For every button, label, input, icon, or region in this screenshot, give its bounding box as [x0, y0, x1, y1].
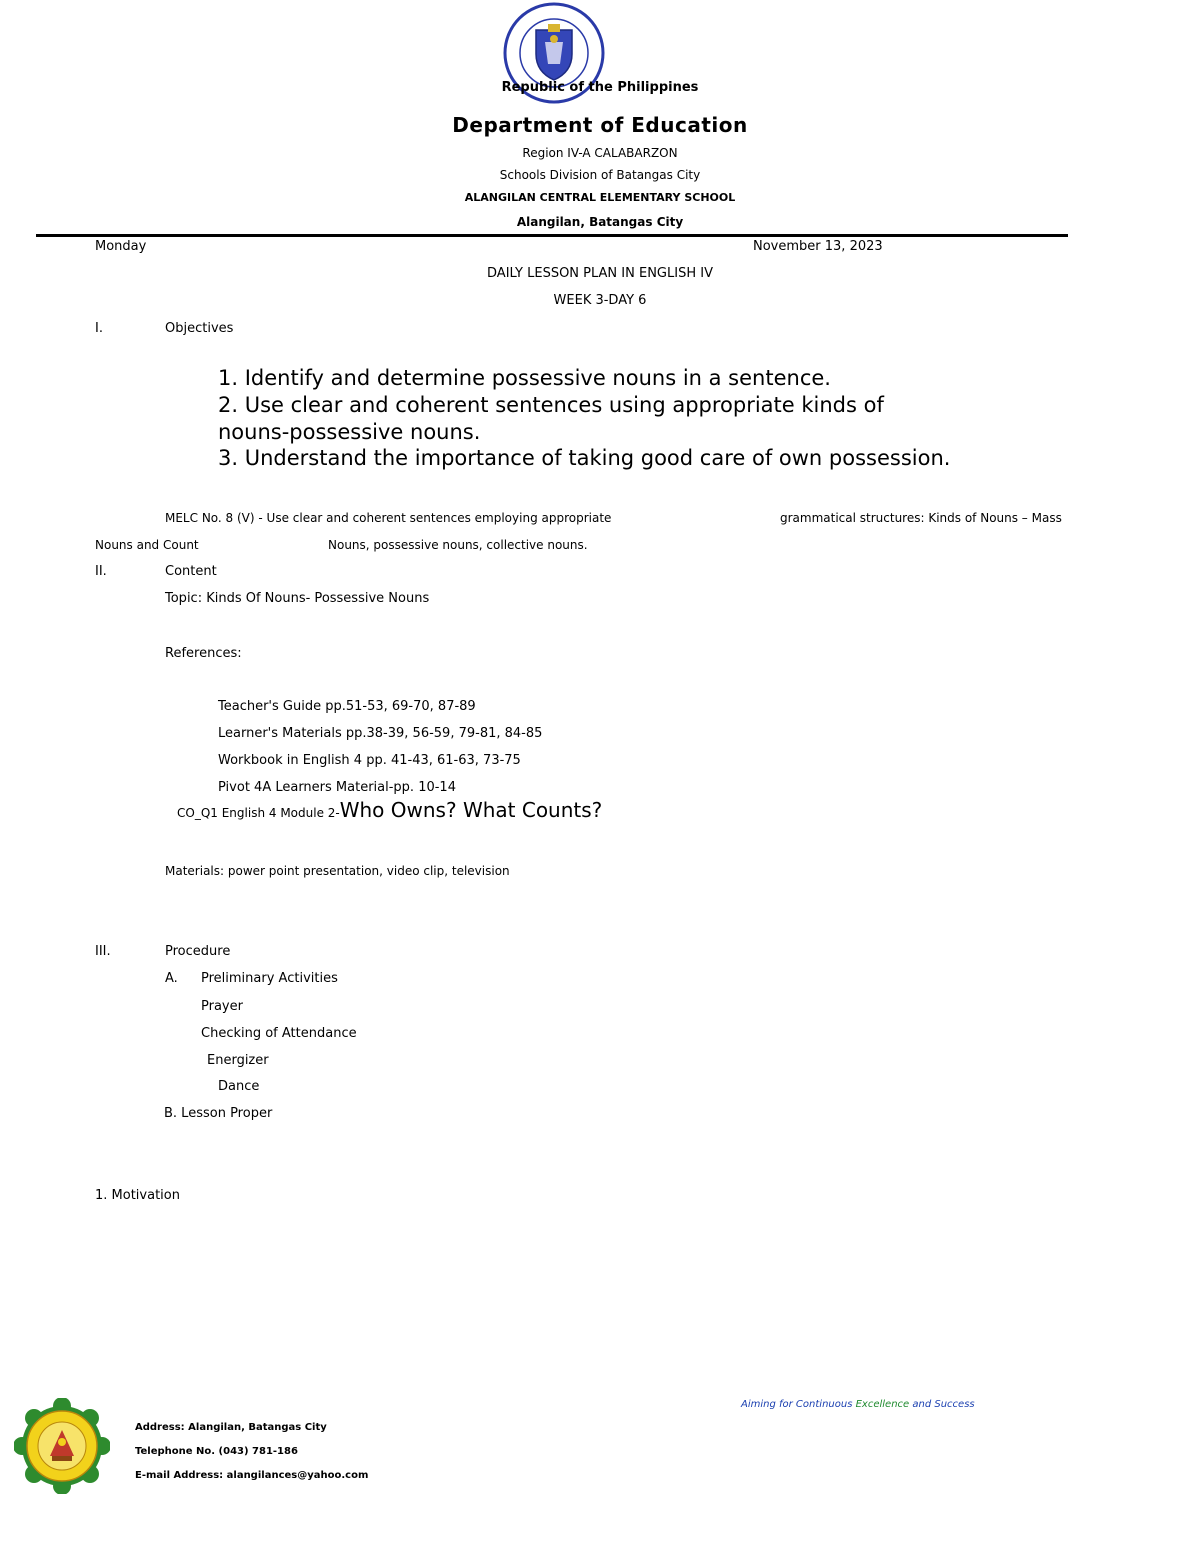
objective-1: 1. Identify and determine possessive nouns in a sentence.	[218, 366, 831, 390]
melc-line-2a: Nouns and Count	[95, 538, 199, 552]
melc-line-1a: MELC No. 8 (V) - Use clear and coherent sentences employing appropriate	[165, 511, 612, 525]
prayer-item: Prayer	[201, 999, 243, 1014]
procedure-heading: Procedure	[165, 944, 231, 959]
materials-line: Materials: power point presentation, video clip, television	[165, 864, 510, 878]
reference-item: Pivot 4A Learners Material-pp. 10-14	[218, 780, 456, 795]
module-title: Who Owns? What Counts?	[339, 798, 603, 822]
reference-item: Workbook in English 4 pp. 41-43, 61-63, 73-75	[218, 753, 521, 768]
date-label: November 13, 2023	[753, 239, 883, 254]
melc-line-2b: Nouns, possessive nouns, collective nouns.	[328, 538, 588, 552]
tagline-part: Aiming for Continuous	[741, 1399, 856, 1410]
lesson-plan-title: DAILY LESSON PLAN IN ENGLISH IV	[487, 266, 713, 281]
motivation-heading: 1. Motivation	[95, 1188, 180, 1203]
school-location: Alangilan, Batangas City	[516, 215, 684, 229]
department-title: Department of Education	[452, 113, 748, 137]
tagline-part: and Success	[909, 1399, 975, 1410]
melc-line-1b: grammatical structures: Kinds of Nouns – Mass	[780, 511, 1062, 525]
header-divider	[36, 234, 1068, 237]
energizer-item: Energizer	[207, 1053, 269, 1068]
week-label: WEEK 3-DAY 6	[553, 293, 647, 308]
reference-item: Teacher's Guide pp.51-53, 69-70, 87-89	[218, 699, 476, 714]
reference-item: Learner's Materials pp.38-39, 56-59, 79-81, 84-85	[218, 726, 543, 741]
objectives-numeral: I.	[95, 321, 103, 336]
references-label: References:	[165, 646, 242, 661]
module-reference	[177, 798, 602, 822]
attendance-item: Checking of Attendance	[201, 1026, 357, 1041]
objectives-heading: Objectives	[165, 321, 234, 336]
school-name: ALANGILAN CENTRAL ELEMENTARY SCHOOL	[464, 191, 736, 204]
content-numeral: II.	[95, 564, 107, 579]
republic-line: Republic of the Philippines	[501, 80, 699, 95]
division-line: Schools Division of Batangas City	[499, 168, 701, 182]
procedure-numeral: III.	[95, 944, 111, 959]
school-tagline	[741, 1399, 975, 1410]
region-line: Region IV-A CALABARZON	[522, 146, 678, 160]
school-logo	[14, 1398, 110, 1494]
objective-3: 3. Understand the importance of taking good care of own possession.	[218, 446, 951, 470]
lesson-proper-heading: B. Lesson Proper	[164, 1106, 273, 1121]
footer-email: E-mail Address: alangilances@yahoo.com	[135, 1470, 369, 1481]
objective-2-cont: nouns-possessive nouns.	[218, 420, 481, 444]
preliminary-heading: Preliminary Activities	[201, 971, 338, 986]
dance-item: Dance	[218, 1079, 260, 1094]
module-code: CO_Q1 English 4 Module 2-	[177, 806, 340, 820]
preliminary-letter: A.	[165, 971, 178, 986]
content-heading: Content	[165, 564, 217, 579]
tagline-part: Excellence	[855, 1399, 910, 1410]
topic-line: Topic: Kinds Of Nouns- Possessive Nouns	[165, 591, 430, 606]
footer-address: Address: Alangilan, Batangas City	[135, 1422, 327, 1433]
footer-telephone: Telephone No. (043) 781-186	[135, 1446, 298, 1457]
day-label: Monday	[95, 239, 147, 254]
objective-2: 2. Use clear and coherent sentences using appropriate kinds of	[218, 393, 884, 417]
